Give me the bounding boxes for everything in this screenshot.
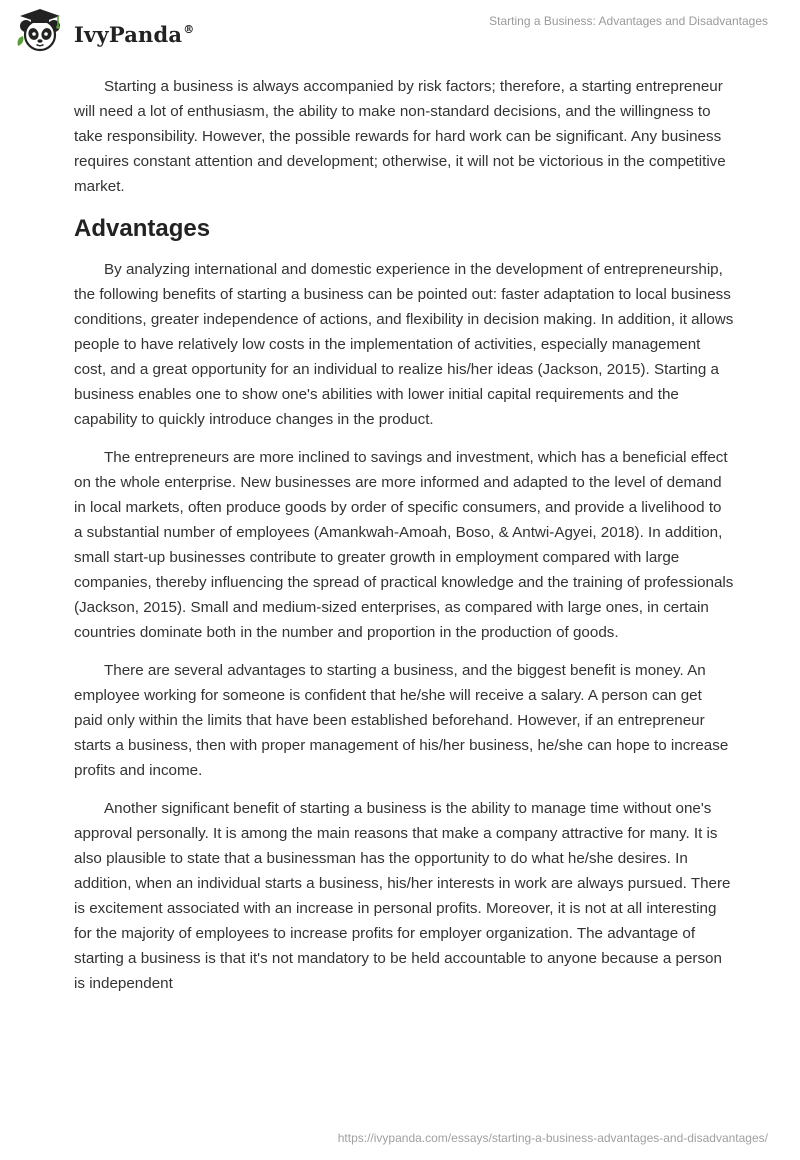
body-paragraph: The entrepreneurs are more inclined to savings and investment, which has a beneficial effect on the whole enterprise. New businesses are more informed and adapted to the level of demand in local markets, often produce goods by order of specific consumers, and provide a livelihood to a substantial number of employees (Amankwah-Amoah, Boso, & Antwi-Agyei, 2018). In addition, small start-up businesses contribute to greater growth in employment compared with large companies, thereby influencing the spread of practical knowledge and the training of professionals (Jackson, 2015). Small and medium-sized enterprises, as compared with large ones, in certain countries dominate both in the number and proportion in the production of goods.: [74, 449, 734, 641]
essay-body: [74, 74, 734, 1009]
brand-name: IvyPanda®: [74, 21, 195, 47]
body-paragraph: There are several advantages to starting a business, and the biggest benefit is money. An employee working for someone is confident that he/she will receive a salary. A person can get paid only within the limits that have been established beforehand. However, if an entrepreneur starts a business, then with proper management of his/her business, he/she can hope to increase profits and income.: [74, 662, 729, 779]
source-url[interactable]: https://ivypanda.com/essays/starting-a-business-advantages-and-disadvantages/: [337, 1131, 768, 1145]
section-heading-advantages: Advantages: [74, 215, 211, 242]
intro-paragraph: Starting a business is always accompanied by risk factors; therefore, a starting entrepreneur will need a lot of enthusiasm, the ability to make non-standard decisions, and the willingness to take responsibility. However, the possible rewards for hard work can be significant. Any business requires constant attention and development; otherwise, it will not be victorious in the competitive market.: [74, 78, 726, 195]
brand-logo[interactable]: [14, 6, 194, 54]
registered-mark: ®: [183, 22, 195, 36]
body-paragraph: Another significant benefit of starting a business is the ability to manage time without one's approval personally. It is among the main reasons that make a company attractive for many. It is also plausible to state that a businessman has the opportunity to do what he/she desires. In addition, when an individual starts a business, his/her interests in work are always pursued. There is excitement associated with an increase in personal profits. Moreover, it is not at all interesting for the majority of employees to increase profits for employer organization. The advantage of starting a business is that it's not mandatory to be held accountable to anyone because a person is independent: [74, 800, 731, 992]
document-title: Starting a Business: Advantages and Disadvantages: [489, 14, 768, 28]
body-paragraph: By analyzing international and domestic experience in the development of entrepreneurship, the following benefits of starting a business can be pointed out: faster adaptation to local business conditions, greater independence of actions, and flexibility in decision making. In addition, it allows people to have relatively low costs in the implementation of activities, especially management cost, and a great opportunity for an individual to realize his/her ideas (Jackson, 2015). Starting a business enables one to show one's abilities with lower initial capital requirements and the capability to quickly introduce changes in the product.: [74, 261, 734, 428]
panda-graduate-icon: [14, 6, 66, 54]
page-header: [0, 0, 800, 60]
